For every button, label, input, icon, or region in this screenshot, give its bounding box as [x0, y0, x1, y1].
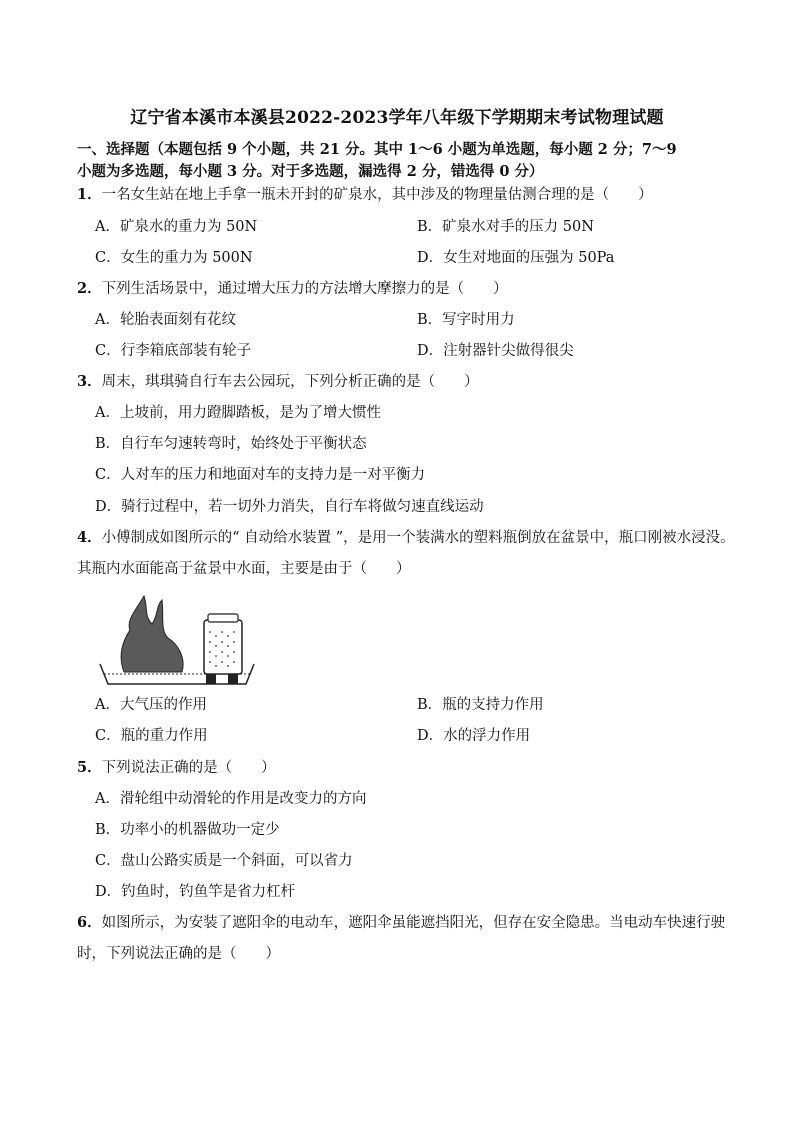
question-4 [77, 527, 757, 549]
bottle-support-left [206, 674, 216, 684]
question-5 [77, 757, 757, 779]
q5-option-b: B．功率小的机器做功一定少 [95, 822, 280, 838]
auto-water-device-figure [96, 586, 256, 690]
section-heading-line1: 一、选择题（本题包括 9 个小题，共 21 分。其中 1～6 小题为单选题，每小题 2 分；7～9 [77, 141, 677, 158]
q3-option-c: C．人对车的压力和地面对车的支持力是一对平衡力 [95, 467, 426, 483]
q2-option-b: B．写字时用力 [417, 312, 515, 328]
page-title: 辽宁省本溪市本溪县2022-2023学年八年级下学期期末考试物理试题 [130, 108, 664, 128]
q1-option-c: C．女生的重力为 500N [95, 250, 253, 266]
question-stem-line1: 如图所示，为安装了遮阳伞的电动车，遮阳伞虽能遮挡阳光，但存在安全隐患。当电动车快速行驶 [101, 915, 726, 931]
q1-option-a: A．矿泉水的重力为 50N [95, 219, 258, 235]
q5-option-c: C．盘山公路实质是一个斜面，可以省力 [95, 853, 353, 869]
q2-option-c: C．行李箱底部装有轮子 [95, 343, 252, 359]
question-number: 1． [77, 186, 102, 203]
q4-option-a: A．大气压的作用 [95, 697, 207, 713]
question-number: 6． [77, 914, 102, 931]
question-stem: 一名女生站在地上手拿一瓶未开封的矿泉水，其中涉及的物理量估测合理的是（ ） [101, 187, 653, 203]
q5-option-a: A．滑轮组中动滑轮的作用是改变力的方向 [95, 791, 367, 807]
question-2 [77, 278, 757, 300]
question-6-line2: 时，下列说法正确的是（ ） [77, 946, 280, 962]
question-stem-line1: 小傅制成如图所示的“ 自动给水装置 ”，是用一个装满水的塑料瓶倒放在盆景中，瓶口刚被水浸没。 [101, 530, 735, 546]
q4-option-b: B．瓶的支持力作用 [417, 697, 544, 713]
q4-option-c: C．瓶的重力作用 [95, 728, 208, 744]
question-number: 5． [77, 759, 102, 776]
bottle-cap [208, 614, 238, 622]
question-3 [77, 371, 757, 393]
question-6 [77, 912, 757, 934]
question-stem: 周末，琪琪骑自行车去公园玩，下列分析正确的是（ ） [101, 374, 479, 390]
bottle-support-right [228, 674, 238, 684]
question-number: 3． [77, 373, 102, 390]
q1-option-b: B．矿泉水对手的压力 50N [417, 219, 594, 235]
q3-option-a: A．上坡前，用力蹬脚踏板，是为了增大惯性 [95, 405, 381, 421]
q4-option-d: D．水的浮力作用 [417, 728, 531, 744]
q3-option-d: D．骑行过程中，若一切外力消失，自行车将做匀速直线运动 [95, 499, 484, 515]
section-heading-line2: 小题为多选题，每小题 3 分。对于多选题，漏选得 2 分，错选得 0 分） [77, 163, 544, 180]
question-stem: 下列说法正确的是（ ） [101, 760, 276, 776]
question-stem: 下列生活场景中，通过增大压力的方法增大摩擦力的是（ ） [101, 281, 508, 297]
q5-option-d: D．钓鱼时，钓鱼竿是省力杠杆 [95, 884, 296, 900]
q2-option-a: A．轮胎表面刻有花纹 [95, 312, 236, 328]
question-number: 4． [77, 529, 102, 546]
question-number: 2． [77, 280, 102, 297]
question-4-line2: 其瓶内水面能高于盆景中水面，主要是由于（ ） [77, 561, 411, 577]
plant-shape [121, 596, 183, 672]
bottle-body [204, 620, 242, 674]
q1-option-d: D．女生对地面的压强为 50Pa [417, 250, 615, 266]
q3-option-b: B．自行车匀速转弯时，始终处于平衡状态 [95, 436, 367, 452]
question-1 [77, 184, 757, 206]
q2-option-d: D．注射器针尖做得很尖 [417, 343, 574, 359]
